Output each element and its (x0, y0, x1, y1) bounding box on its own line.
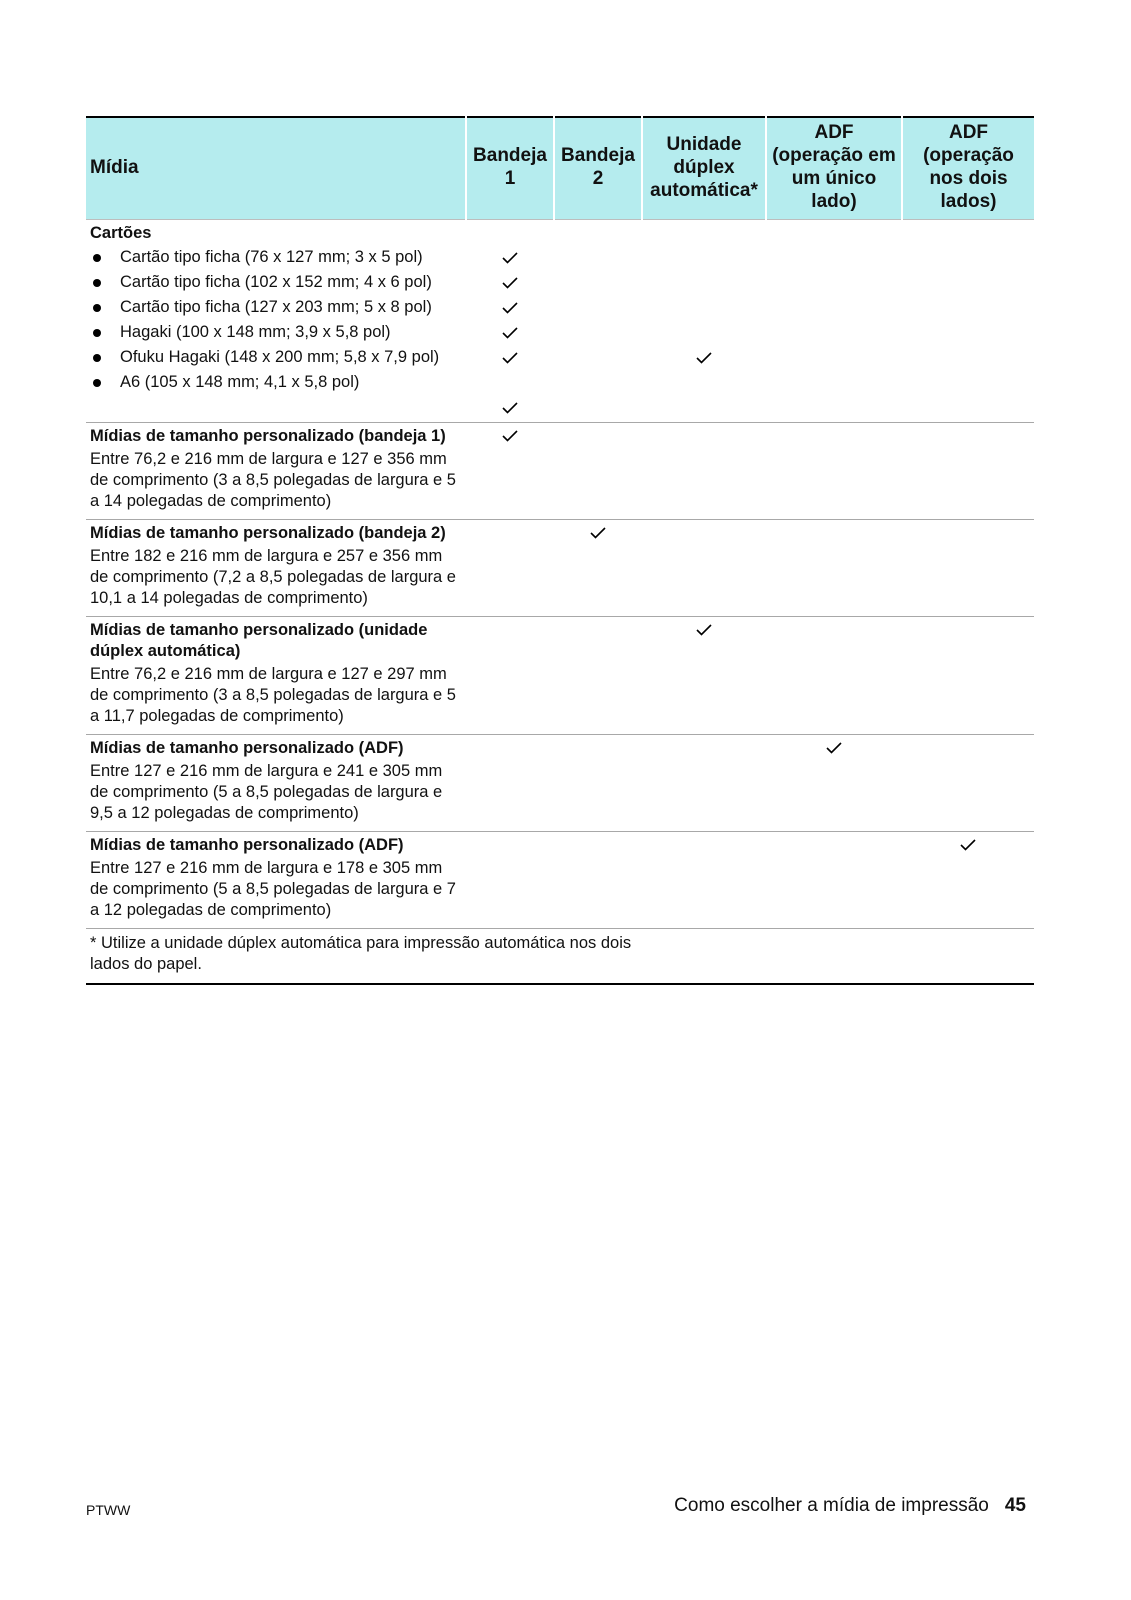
cards-adf-single-cell (766, 219, 902, 422)
media-support-table-container (86, 116, 1034, 985)
media-cell (86, 616, 466, 734)
duplex-cell (642, 616, 766, 734)
checkmark-icon (502, 402, 518, 414)
table-row (86, 519, 1034, 616)
header-tray1: Bandeja 1 (466, 117, 554, 219)
list-item: A6 (105 x 148 mm; 4,1 x 5,8 pol) (90, 370, 462, 395)
adf-double-cell (902, 831, 1034, 928)
row-title: Mídias de tamanho personalizado (bandeja 1) (90, 426, 446, 445)
checkmark-icon (502, 277, 518, 289)
footnote: * Utilize a unidade dúplex automática para impressão automática nos dois lados do papel. (90, 933, 632, 973)
footer-document-code: PTWW (86, 1502, 131, 1518)
row-description: Entre 76,2 e 216 mm de largura e 127 e 356 mm de comprimento (3 a 8,5 polegadas de largura e 5 a 14 polegadas de comprimento) (90, 449, 456, 510)
footer-right (674, 1495, 1026, 1517)
adf-single-cell (766, 616, 902, 734)
adf-double-cell (902, 734, 1034, 831)
checkmark-icon (960, 839, 976, 851)
cards-tray1-cell (466, 219, 554, 422)
header-media: Mídia (86, 117, 466, 219)
adf-double-cell (902, 616, 1034, 734)
cards-media-cell (86, 219, 466, 422)
adf-single-cell (766, 831, 902, 928)
checkmark-icon (502, 302, 518, 314)
checkmark-icon (502, 430, 518, 442)
checkmark-icon (502, 327, 518, 339)
row-description: Entre 182 e 216 mm de largura e 257 e 356 mm de comprimento (7,2 a 8,5 polegadas de largura e 10,1 a 14 polegadas de comprimento) (90, 546, 456, 607)
tray1-cell (466, 422, 554, 519)
adf-double-cell (902, 519, 1034, 616)
header-tray2: Bandeja 2 (554, 117, 642, 219)
table-row (86, 616, 1034, 734)
header-adf-double: ADF (operação nos dois lados) (902, 117, 1034, 219)
table-row (86, 831, 1034, 928)
duplex-cell (642, 831, 766, 928)
checkmark-icon (590, 527, 606, 539)
cards-title: Cartões (90, 223, 152, 242)
tray2-cell (554, 734, 642, 831)
header-duplex: Unidade dúplex automática* (642, 117, 766, 219)
list-item: Cartão tipo ficha (102 x 152 mm; 4 x 6 pol) (90, 270, 462, 295)
media-cell (86, 422, 466, 519)
checkmark-icon (826, 742, 842, 754)
tray2-cell (554, 422, 642, 519)
checkmark-icon (502, 252, 518, 264)
list-item: Ofuku Hagaki (148 x 200 mm; 5,8 x 7,9 pol) (90, 345, 462, 370)
adf-single-cell (766, 519, 902, 616)
adf-single-cell (766, 422, 902, 519)
media-support-table (86, 116, 1034, 985)
list-item: Cartão tipo ficha (76 x 127 mm; 3 x 5 pol) (90, 245, 462, 270)
media-cell (86, 519, 466, 616)
checkmark-icon (696, 352, 712, 364)
tray1-cell (466, 519, 554, 616)
cards-adf-double-cell (902, 219, 1034, 422)
table-row-cards (86, 219, 1034, 422)
header-adf-single: ADF (operação em um único lado) (766, 117, 902, 219)
checkmark-icon (502, 352, 518, 364)
adf-single-cell (766, 734, 902, 831)
adf-double-cell (902, 422, 1034, 519)
list-item: Cartão tipo ficha (127 x 203 mm; 5 x 8 pol) (90, 295, 462, 320)
media-cell (86, 831, 466, 928)
checkmark-icon (696, 624, 712, 636)
row-title: Mídias de tamanho personalizado (unidade dúplex automática) (90, 620, 428, 660)
footnote-row (86, 928, 1034, 984)
duplex-cell (642, 519, 766, 616)
media-cell (86, 734, 466, 831)
cards-tray2-cell (554, 219, 642, 422)
row-title: Mídias de tamanho personalizado (ADF) (90, 835, 404, 854)
tray2-cell (554, 519, 642, 616)
row-title: Mídias de tamanho personalizado (ADF) (90, 738, 404, 757)
row-title: Mídias de tamanho personalizado (bandeja 2) (90, 523, 446, 542)
page-number: 45 (1004, 1495, 1026, 1516)
tray1-cell (466, 734, 554, 831)
footer-section-title: Como escolher a mídia de impressão (674, 1495, 989, 1516)
list-item: Hagaki (100 x 148 mm; 3,9 x 5,8 pol) (90, 320, 462, 345)
table-header-row (86, 117, 1034, 219)
table-row (86, 734, 1034, 831)
duplex-cell (642, 422, 766, 519)
row-description: Entre 127 e 216 mm de largura e 241 e 305 mm de comprimento (5 a 8,5 polegadas de largura e 9,5 a 12 polegadas de comprimento) (90, 761, 443, 822)
tray2-cell (554, 616, 642, 734)
row-description: Entre 76,2 e 216 mm de largura e 127 e 297 mm de comprimento (3 a 8,5 polegadas de largura e 5 a 11,7 polegadas de comprimento) (90, 664, 456, 725)
tray1-cell (466, 831, 554, 928)
row-description: Entre 127 e 216 mm de largura e 178 e 305 mm de comprimento (5 a 8,5 polegadas de largura e 7 a 12 polegadas de comprimento) (90, 858, 456, 919)
tray1-cell (466, 616, 554, 734)
table-row (86, 422, 1034, 519)
duplex-cell (642, 734, 766, 831)
cards-duplex-cell (642, 219, 766, 422)
tray2-cell (554, 831, 642, 928)
